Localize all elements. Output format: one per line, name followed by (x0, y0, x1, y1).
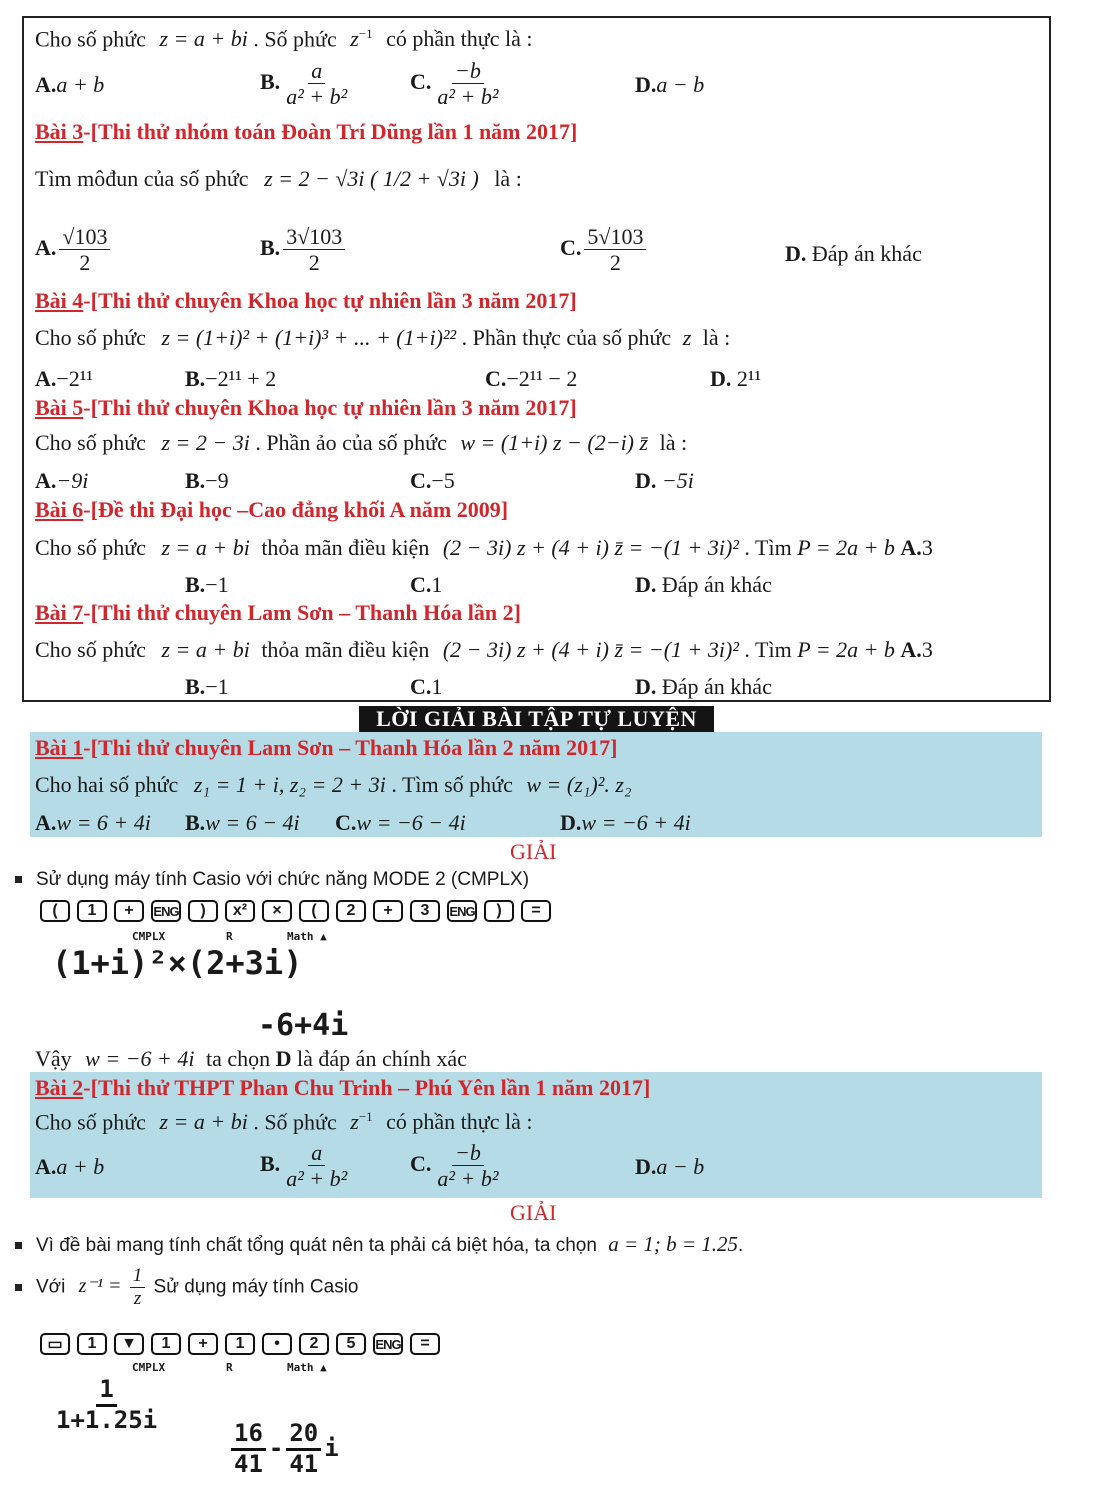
sol2-title: Bài 2-[Thi thử THPT Phan Chu Trinh – Phú Yên lần 1 năm 2017] (35, 1075, 651, 1100)
q2-option-a: A.a + b (35, 72, 105, 97)
status-r: R (226, 930, 233, 943)
calc-key: × (262, 900, 292, 922)
calc-key: 5 (336, 1333, 366, 1355)
bai5-option-c: C.−5 (410, 468, 455, 493)
calc-key: = (521, 900, 551, 922)
q2-option-c: C. $\frac{-b}{\text{a² + b²}}$ (410, 58, 499, 110)
bai7-option-b: B.−1 (185, 674, 229, 699)
sol1-title: Bài 1-[Thi thử chuyên Lam Sơn – Thanh Hóa lần 2 năm 2017] (35, 735, 618, 760)
sol2-option-d: D.a − b (635, 1154, 705, 1179)
bai4-option-b: B.−2¹¹ + 2 (185, 366, 277, 391)
bullet-icon (15, 1242, 22, 1249)
sol2-stem: Cho số phức z = a + bi . Số phức $z^{-1}$ có phần thực là : (35, 1109, 533, 1135)
bullet-icon (15, 876, 22, 883)
bai3-option-d: D. Đáp án khác (785, 241, 922, 266)
calc-key: 1 (77, 1333, 107, 1355)
calc-key: ENG (447, 900, 477, 922)
calc-key: 1 (77, 900, 107, 922)
bai6-stem: Cho số phức z = a + bi thỏa mãn điều kiện (2 − 3i) z + (4 + i) z̄ = −(1 + 3i)² . Tìm P = 2a + b A.3 (35, 535, 933, 560)
bai3-option-b: B. $\frac{3√103}{2}$ (260, 224, 348, 276)
sol1-giai: GIẢI (510, 839, 557, 864)
q2-stem: Cho số phức z = a + bi . Số phức $z^{-1}$ có phần thực là : (35, 26, 533, 52)
calc-key: 2 (299, 1333, 329, 1355)
solutions-heading: LỜI GIẢI BÀI TẬP TỰ LUYỆN (359, 706, 714, 732)
bai6-option-d: D. Đáp án khác (635, 572, 772, 597)
calc-key: ) (188, 900, 218, 922)
q2-option-b: B. $\frac{a}{\text{a² + b²}}$ (260, 58, 348, 110)
calc-key: • (262, 1333, 292, 1355)
bai7-stem: Cho số phức z = a + bi thỏa mãn điều kiện (2 − 3i) z + (4 + i) z̄ = −(1 + 3i)² . Tìm P = 2a + b A.3 (35, 637, 933, 662)
status-math: Math ▲ (287, 1361, 327, 1374)
sol2-option-a: A.a + b (35, 1154, 105, 1179)
calc-key: ▼ (114, 1333, 144, 1355)
bai4-option-d: D. 2¹¹ (710, 366, 762, 391)
sol1-conclusion: Vậy w = −6 + 4i ta chọn D là đáp án chính xác (35, 1046, 467, 1071)
calc-key: + (373, 900, 403, 922)
calc-key: x² (225, 900, 255, 922)
bai7-option-c: C.1 (410, 674, 443, 699)
sol1-option-c: C.w = −6 − 4i (335, 810, 466, 835)
sol1-option-b: B.w = 6 − 4i (185, 810, 300, 835)
calc-screen-input: (1+i)²×(2+3i) (52, 944, 303, 982)
calc-key: ENG (373, 1333, 403, 1355)
calc-key: + (188, 1333, 218, 1355)
sol1-keys (40, 900, 558, 922)
sol1-stem: Cho hai số phức z₁ = 1 + i, z₂ = 2 + 3i . Tìm số phức w = (z₁)². z₂ (35, 772, 632, 797)
status-r: R (226, 1361, 233, 1374)
calc-key: ENG (151, 900, 181, 922)
calc-key: 2 (336, 900, 366, 922)
bai4-option-a: A.−2¹¹ (35, 366, 93, 391)
bai5-option-a: A.−9i (35, 468, 89, 493)
sol2-bullet2: Với z⁻¹ = $\frac{1}{z}$ Sử dụng máy tính Casio (15, 1265, 358, 1310)
sol1-option-a: A.w = 6 + 4i (35, 810, 151, 835)
bai4-stem: Cho số phức z = (1+i)² + (1+i)³ + ... + (1+i)²² . Phần thực của số phức z là : (35, 325, 731, 350)
sol2-keys (40, 1333, 447, 1355)
bullet-icon (15, 1284, 22, 1291)
bai5-option-b: B.−9 (185, 468, 229, 493)
bai3-option-c: C. $\frac{5√103}{2}$ (560, 224, 649, 276)
calc-screen-result: $\frac{16}{41}$ - $\frac{20}{41}$ i (228, 1420, 339, 1478)
calc-key: 3 (410, 900, 440, 922)
sol1-bullet: Sử dụng máy tính Casio với chức năng MODE 2 (CMPLX) (15, 869, 529, 891)
sol2-bullet1: Vì đề bài mang tính chất tổng quát nên ta phải cá biệt hóa, ta chọn a = 1; b = 1.25. (15, 1232, 743, 1257)
bai3-title: Bài 3-[Thi thử nhóm toán Đoàn Trí Dũng lần 1 năm 2017] (35, 119, 578, 144)
bai5-title: Bài 5-[Thi thử chuyên Khoa học tự nhiên lần 3 năm 2017] (35, 395, 577, 420)
bai3-option-a: A. $\frac{√103}{2}$ (35, 224, 113, 276)
bai3-stem: Tìm môđun của số phức z = 2 − √3i ( 1/2 + √3i ) là : (35, 166, 522, 191)
q2-option-d: D.a − b (635, 72, 705, 97)
sol2-giai: GIẢI (510, 1200, 557, 1225)
calc-key: ▭ (40, 1333, 70, 1355)
bai7-title: Bài 7-[Thi thử chuyên Lam Sơn – Thanh Hóa lần 2] (35, 600, 521, 625)
calc-key: 1 (225, 1333, 255, 1355)
status-cmplx: CMPLX (132, 930, 166, 943)
bai5-stem: Cho số phức z = 2 − 3i . Phần ảo của số phức w = (1+i) z − (2−i) z̄ là : (35, 430, 688, 455)
status-cmplx: CMPLX (132, 1361, 166, 1374)
bai5-option-d: D. −5i (635, 468, 694, 493)
status-math: Math ▲ (287, 930, 327, 943)
sol1-option-d: D.w = −6 + 4i (560, 810, 691, 835)
calc-key: + (114, 900, 144, 922)
bai4-option-c: C.−2¹¹ − 2 (485, 366, 578, 391)
calc-screen-result: -6+4i (258, 1008, 349, 1043)
calc-key: ( (299, 900, 329, 922)
sol2-option-c: C. $\frac{-b}{\text{a² + b²}}$ (410, 1140, 499, 1192)
bai6-option-c: C.1 (410, 572, 443, 597)
sol2-option-b: B. $\frac{a}{\text{a² + b²}}$ (260, 1140, 348, 1192)
calc-screen-fraction: $\frac{1}{1+1.25i}$ (56, 1375, 158, 1434)
calc-key: 1 (151, 1333, 181, 1355)
bai7-option-d: D. Đáp án khác (635, 674, 772, 699)
bai4-title: Bài 4-[Thi thử chuyên Khoa học tự nhiên lần 3 năm 2017] (35, 288, 577, 313)
bai6-option-b: B.−1 (185, 572, 229, 597)
bai6-title: Bài 6-[Đề thi Đại học –Cao đẳng khối A năm 2009] (35, 497, 509, 522)
calc-key: ( (40, 900, 70, 922)
calc-key: ) (484, 900, 514, 922)
calc-key: = (410, 1333, 440, 1355)
